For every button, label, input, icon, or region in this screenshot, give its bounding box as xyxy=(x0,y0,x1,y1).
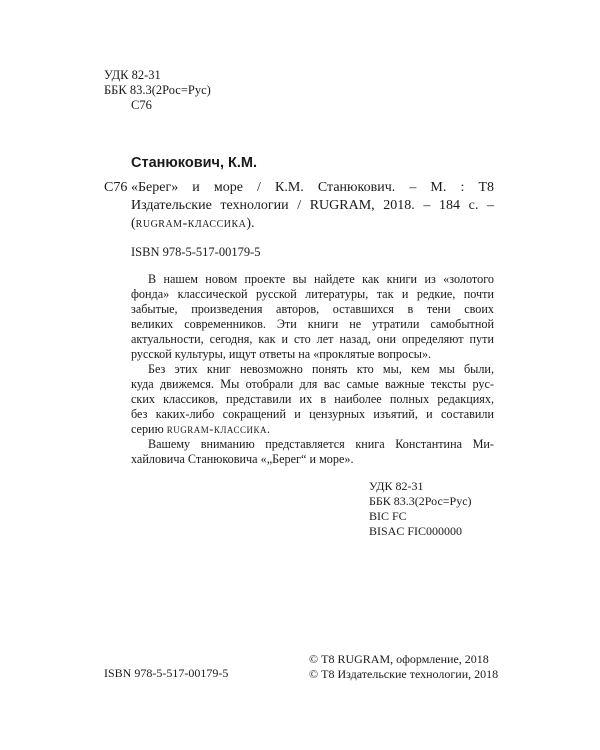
annotation-line: забытые, произведения авторов, оставшихся в тени своих xyxy=(131,302,494,316)
classification-bbk: ББК 83.3(2Рос=Рус) xyxy=(369,494,472,508)
annotation-line: В нашем новом проекте вы найдете как книги из «золотого xyxy=(148,272,494,286)
annotation-line: без каких-либо сокращений и цензурных изъятий, и составили xyxy=(131,407,494,421)
bibliographic-series xyxy=(131,215,494,233)
annotation-line: Без этих книг невозможно понять кто мы, кем мы были, xyxy=(148,362,494,376)
annotation-line: хайловича Станюковича «„Берег“ и море». xyxy=(131,452,354,466)
annotation-series-lead: серию xyxy=(131,422,164,436)
author-mark: С76 xyxy=(131,98,152,112)
isbn: ISBN 978-5-517-00179-5 xyxy=(131,245,261,259)
copyright-design: © Т8 RUGRAM, оформление, 2018 xyxy=(309,652,489,666)
bibliographic-line-2: Издательские технологии / RUGRAM, 2018. – 184 с. – xyxy=(131,198,494,213)
bibliographic-line-1: «Берег» и море / К.М. Станюкович. – М. : Т8 xyxy=(131,180,494,195)
annotation-line: великих современников. Эти книги не утратили самобытной xyxy=(131,317,494,331)
annotation-line: куда движемся. Мы отобрали для вас самые важные тексты рус- xyxy=(131,377,494,391)
copyright-publisher: © Т8 Издательские технологии, 2018 xyxy=(309,667,499,681)
annotation-series-tail: . xyxy=(266,422,271,436)
series-close: ). xyxy=(246,216,255,231)
udk-code: УДК 82-31 xyxy=(104,68,161,82)
classification-bic: BIC FC xyxy=(369,509,407,523)
annotation-line: фонда» классической русской литературы, так и редкие, почти xyxy=(131,287,494,301)
classification-udk: УДК 82-31 xyxy=(369,479,424,493)
annotation-line xyxy=(131,422,494,437)
annotation-line: русской культуры, ищут ответы на «проклятые вопросы». xyxy=(131,347,432,361)
classification-bisac: BISAC FIC000000 xyxy=(369,524,463,538)
author-heading: Станюкович, К.М. xyxy=(131,155,257,171)
annotation-series-name: rugram-классика xyxy=(166,422,267,436)
annotation-line: актуальности, сегодня, как и сто лет назад, они определяют пути xyxy=(131,332,494,346)
annotation-line: ских классиков, представили их в наиболее полных редакциях, xyxy=(131,392,494,406)
series-name: rugram-классика xyxy=(135,216,247,231)
footer-isbn: ISBN 978-5-517-00179-5 xyxy=(104,666,229,680)
annotation-line: Вашему вниманию представляется книга Константина Ми- xyxy=(148,437,494,451)
series-open: ( xyxy=(131,216,136,231)
author-mark-left: С76 xyxy=(104,180,128,195)
bbk-code: ББК 83.3(2Рос=Рус) xyxy=(104,83,211,97)
